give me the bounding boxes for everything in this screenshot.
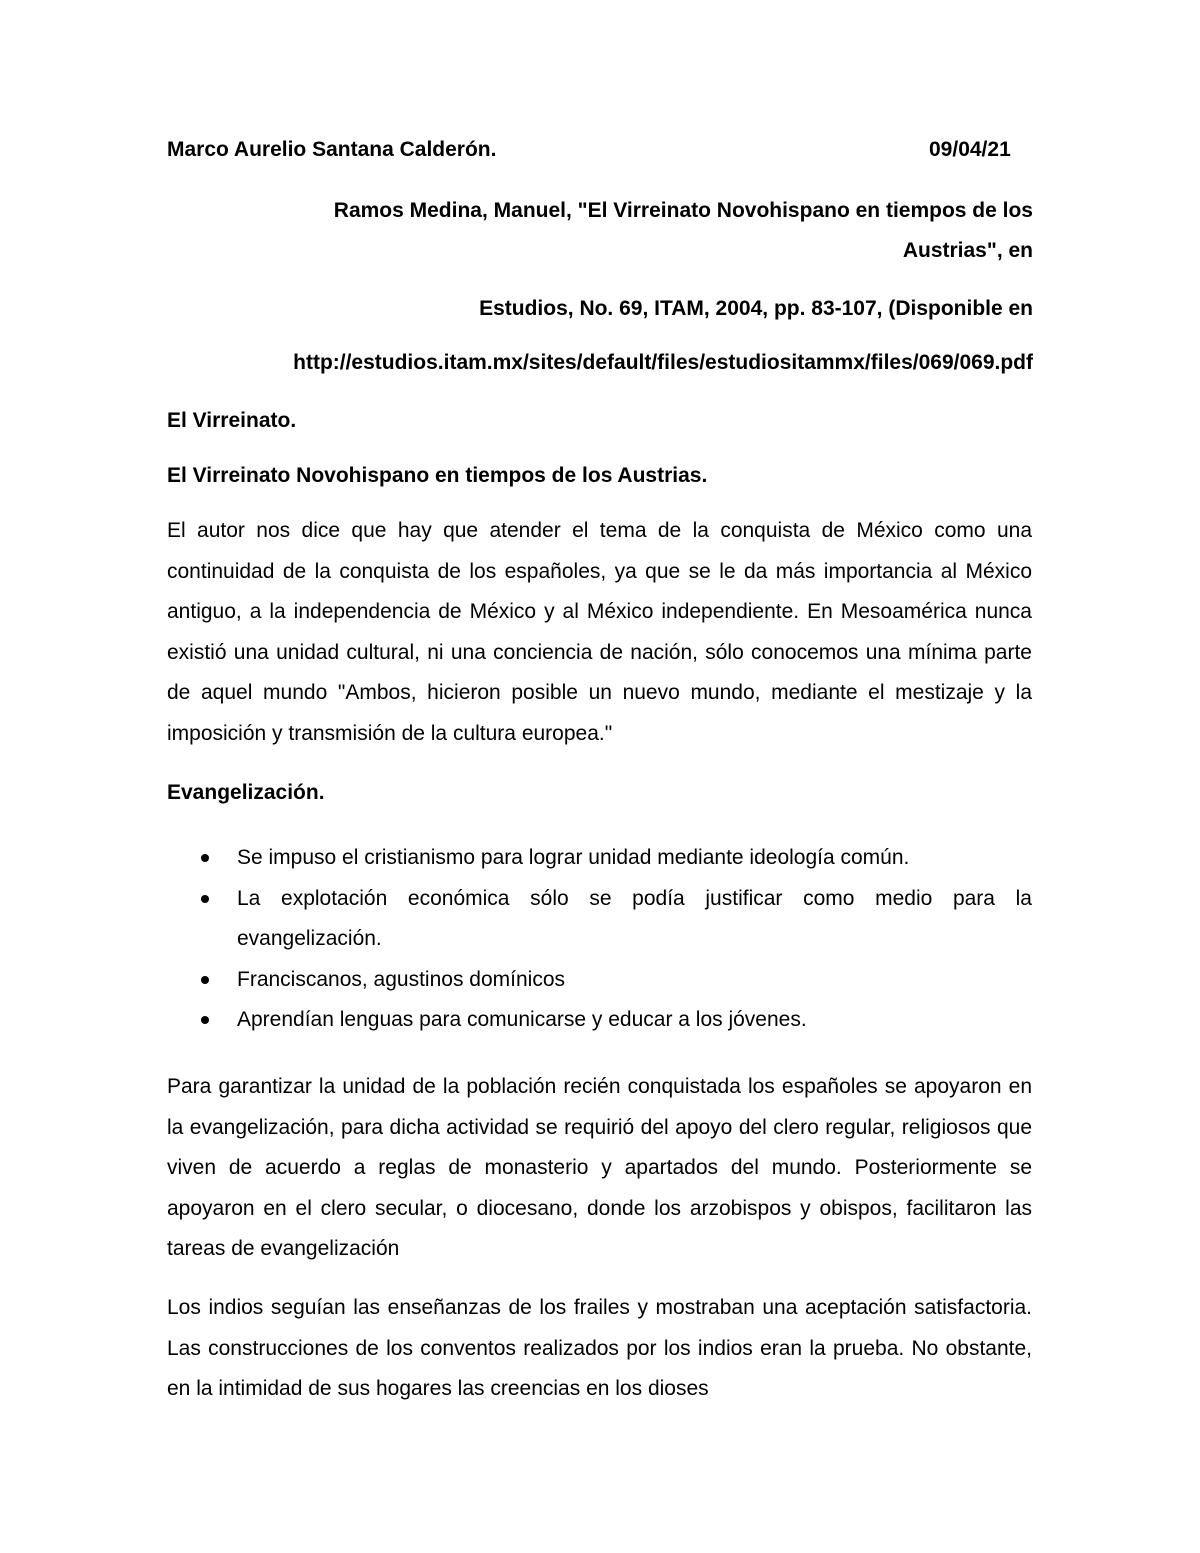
heading-virreinato-novohispano: El Virreinato Novohispano en tiempos de los Austrias. <box>167 464 708 487</box>
paragraph-indios: Los indios seguían las enseñanzas de los frailes y mostraban una aceptación satisfactoria. Las construcciones de los conventos realizados por los indios eran la prueba. No obstante, en la intimidad de sus hogares las creencias en los dioses <box>167 1296 1032 1401</box>
citation-line-3: Estudios, No. 69, ITAM, 2004, pp. 83-107, (Disponible en <box>479 297 1033 320</box>
header-row <box>167 138 1027 162</box>
bullet-icon <box>201 854 209 862</box>
heading-virreinato: El Virreinato. <box>167 409 297 432</box>
list-item-text: La explotación económica sólo se podía justificar como medio para la evangelización. <box>237 886 1032 951</box>
author-name: Marco Aurelio Santana Calderón. <box>167 138 497 161</box>
citation-url: http://estudios.itam.mx/sites/default/files/estudiositammx/files/069/069.pdf <box>293 351 1033 374</box>
bullet-icon <box>201 1016 209 1024</box>
list-item <box>167 960 1032 1001</box>
bullet-icon <box>201 976 209 984</box>
paragraph-intro: El autor nos dice que hay que atender el tema de la conquista de México como una continuidad de la conquista de los españoles, ya que se le da más importancia al México antiguo, a la independencia de México y al México independiente. En Mesoamérica nunca existió una unidad cultural, ni una conciencia de nación, sólo conocemos una mínima parte de aquel mundo "Ambos, hicieron posible un nuevo mundo, mediante el mestizaje y la imposición y transmisión de la cultura europea." <box>167 519 1032 745</box>
list-item-text: Aprendían lenguas para comunicarse y educar a los jóvenes. <box>237 1008 807 1032</box>
paragraph-unidad: Para garantizar la unidad de la población recién conquistada los españoles se apoyaron en la evangelización, para dicha actividad se requirió del apoyo del clero regular, religiosos que viven de acuerdo a reglas de monasterio y apartados del mundo. Posteriormente se apoyaron en el clero secular, o diocesano, donde los arzobispos y obispos, facilitaron las tareas de evangelización <box>167 1075 1032 1261</box>
list-item <box>167 1000 1032 1041</box>
evangelization-list <box>167 838 1032 1041</box>
citation-line-2: Austrias", en <box>902 239 1033 262</box>
document-date: 09/04/21 <box>929 138 1011 161</box>
list-item <box>167 879 1032 960</box>
list-item <box>167 838 1032 879</box>
list-item-text: Franciscanos, agustinos domínicos <box>237 967 565 991</box>
list-item-text: Se impuso el cristianismo para lograr unidad mediante ideología común. <box>237 846 910 869</box>
bullet-icon <box>201 895 209 903</box>
heading-evangelizacion: Evangelización. <box>167 781 325 804</box>
citation-line-1: Ramos Medina, Manuel, "El Virreinato Novohispano en tiempos de los <box>333 199 1033 222</box>
